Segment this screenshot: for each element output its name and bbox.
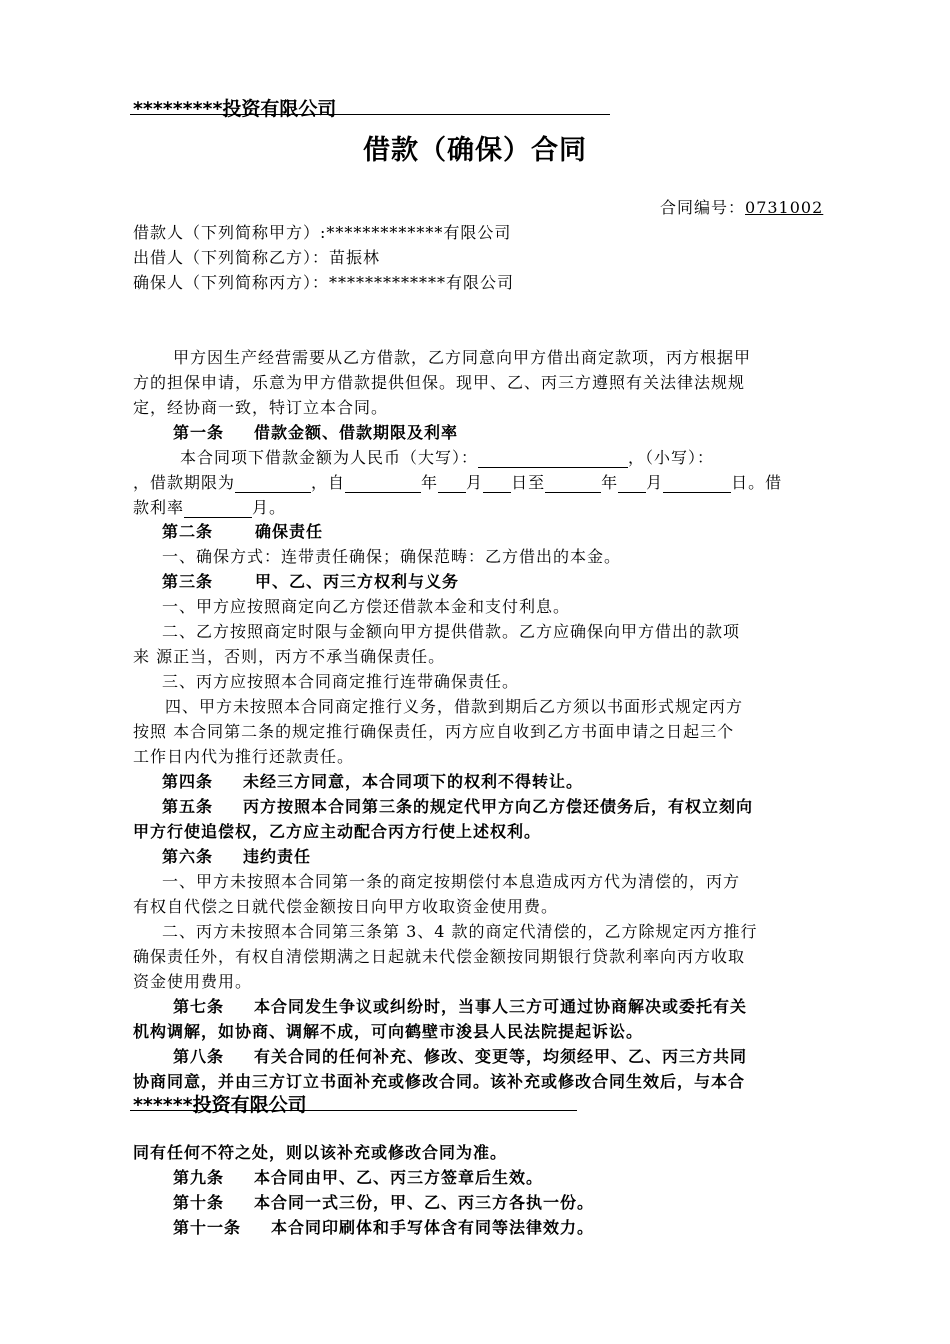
article-1-title: 借款金额、借款期限及利率 bbox=[254, 423, 459, 442]
start-day-blank bbox=[483, 475, 511, 493]
contract-number-label: 合同编号： bbox=[660, 198, 746, 217]
term-blank bbox=[235, 475, 311, 493]
intro-line-2: 方的担保申请，乐意为甲方借款提供但保。现甲、乙、丙三方遵照有关法律法规规 bbox=[133, 373, 746, 392]
end-month-blank bbox=[618, 475, 646, 493]
article-1-line-1: 本合同项下借款金额为人民币（大写）： ，（小写）： bbox=[180, 448, 715, 467]
article-6-clause-2-line-3: 资金使用费用。 bbox=[133, 972, 253, 991]
article-1-line-2: ，借款期限为 ，自 年 月 日至 年 月 日。借 bbox=[133, 473, 783, 492]
article-8-line-2: 协商同意，并由三方订立书面补充或修改合同。该补充或修改合同生效后，与本合 bbox=[133, 1072, 746, 1091]
article-1-line-3: 款利率 月。 bbox=[133, 498, 287, 517]
article-3-clause-4-line-1: 四、甲方未按照本合同商定推行义务，借款到期后乙方须以书面形式规定丙方 bbox=[165, 697, 744, 716]
article-8-line-1: 第八条 有关合同的任何补充、修改、变更等，均须经甲、乙、丙三方共同 bbox=[173, 1047, 748, 1066]
article-6-clause-2-line-1: 二、丙方未按照本合同第三条第 3、4 款的商定代清偿的，乙方除规定丙方推行 bbox=[162, 922, 758, 941]
article-6-clause-1-line-2: 有权自代偿之日就代偿金额按日向甲方收取资金使用费。 bbox=[133, 897, 559, 916]
header-rule bbox=[130, 114, 610, 115]
contract-number bbox=[660, 195, 823, 218]
article-8-line-3: 同有任何不符之处，则以该补充或修改合同为准。 bbox=[133, 1143, 508, 1162]
article-7-line-2: 机构调解，如协商、调解不成，可向鹤壁市浚县人民法院提起诉讼。 bbox=[133, 1022, 644, 1041]
footer-header-rule bbox=[130, 1110, 577, 1111]
article-6-clause-2-line-2: 确保责任外，有权自清偿期满之日起就未代偿金额按同期银行贷款利率向丙方收取 bbox=[133, 947, 746, 966]
article-5-line-1: 第五条 丙方按照本合同第三条的规定代甲方向乙方偿还债务后，有权立刻向 bbox=[162, 797, 754, 816]
party-guarantor: 确保人（下列简称丙方）：*************有限公司 bbox=[133, 273, 515, 292]
amount-capital-blank bbox=[478, 450, 628, 468]
article-3-clause-4-line-2: 按照 本合同第二条的规定推行确保责任，丙方应自收到乙方书面申请之日起三个 bbox=[133, 722, 735, 741]
party-borrower: 借款人（下列简称甲方）:*************有限公司 bbox=[133, 223, 512, 242]
article-3-clause-2-line-1: 二、乙方按照商定时限与金额向甲方提供借款。乙方应确保向甲方借出的款项 bbox=[162, 622, 741, 641]
article-11: 第十一条 本合同印刷体和手写体含有同等法律效力。 bbox=[173, 1218, 595, 1237]
article-2-heading: 第二条 确保责任 bbox=[162, 522, 324, 541]
article-3-clause-2-line-2: 来 源正当，否则，丙方不承当确保责任。 bbox=[133, 647, 446, 666]
article-5-line-2: 甲方行使追偿权，乙方应主动配合丙方行使上述权利。 bbox=[133, 822, 542, 841]
interest-rate-blank bbox=[184, 500, 252, 518]
article-3-clause-3: 三、丙方应按照本合同商定推行连带确保责任。 bbox=[162, 672, 520, 691]
start-year-blank bbox=[345, 475, 421, 493]
article-10: 第十条 本合同一式三份，甲、乙、丙三方各执一份。 bbox=[173, 1193, 595, 1212]
party-lender: 出借人（下列简称乙方）：苗振林 bbox=[133, 248, 381, 267]
header-company: *********投资有限公司 bbox=[133, 98, 337, 120]
article-7-line-1: 第七条 本合同发生争议或纠纷时，当事人三方可通过协商解决或委托有关 bbox=[173, 997, 748, 1016]
article-3-heading: 第三条 甲、乙、丙三方权利与义务 bbox=[162, 572, 460, 591]
article-6-heading: 第六条 违约责任 bbox=[162, 847, 312, 866]
document-title: 借款（确保）合同 bbox=[363, 135, 587, 166]
article-3-clause-4-line-3: 工作日内代为推行还款责任。 bbox=[133, 747, 355, 766]
article-3-clause-1: 一、甲方应按照商定向乙方偿还借款本金和支付利息。 bbox=[162, 597, 571, 616]
article-9: 第九条 本合同由甲、乙、丙三方签章后生效。 bbox=[173, 1168, 544, 1187]
article-4: 第四条 未经三方同意，本合同项下的权利不得转让。 bbox=[162, 772, 584, 791]
start-month-blank bbox=[438, 475, 466, 493]
end-day-blank bbox=[663, 475, 731, 493]
end-year-blank bbox=[545, 475, 601, 493]
footer-header-company: ******投资有限公司 bbox=[133, 1094, 307, 1116]
article-1-number: 第一条 bbox=[173, 423, 225, 442]
article-1-heading bbox=[173, 420, 458, 443]
article-2-clause-1: 一、确保方式：连带责任确保；确保范畴：乙方借出的本金。 bbox=[162, 547, 622, 566]
intro-line-3: 定，经协商一致，特订立本合同。 bbox=[133, 398, 389, 417]
contract-number-value: 0731002 bbox=[745, 198, 824, 217]
intro-line-1: 甲方因生产经营需要从乙方借款，乙方同意向甲方借出商定款项，丙方根据甲 bbox=[173, 348, 752, 367]
article-6-clause-1-line-1: 一、甲方未按照本合同第一条的商定按期偿付本息造成丙方代为清偿的，丙方 bbox=[162, 872, 741, 891]
